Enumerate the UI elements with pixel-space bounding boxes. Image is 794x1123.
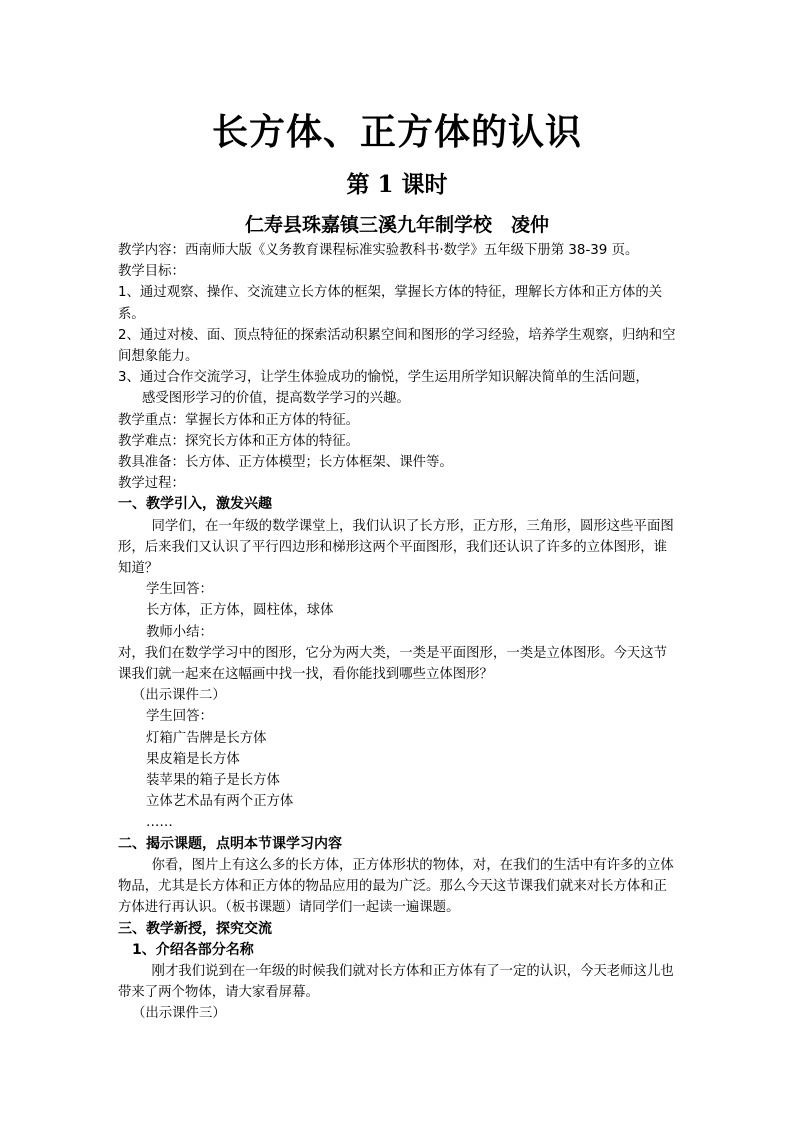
student-answer-label: 学生回答： bbox=[146, 582, 213, 598]
answer-item: 立体艺术品有两个正方体 bbox=[146, 794, 294, 810]
objectives-heading: 教学目标： bbox=[118, 264, 185, 280]
student-answer-label-2: 学生回答： bbox=[146, 709, 213, 725]
subsection-heading-1: 1、介绍各部分名称 bbox=[132, 941, 254, 958]
student-answer: 长方体，正方体，圆柱体，球体 bbox=[146, 603, 334, 619]
section-heading-2: 二、揭示课题，点明本节课学习内容 bbox=[118, 835, 342, 852]
paragraph-topic: 你看，图片上有这么多的长方体，正方体形状的物体，对，在我们的生活中有许多的立体物品，尤其是长方体和正方体的物品应用的最为广泛。那么今天这节课我们就来对长方体和正方体进行再认识。（板书课题）请同学们一起读一遍课题。 bbox=[118, 857, 674, 916]
objective-3: 3、通过合作交流学习，让学生体验成功的愉悦，学生运用所学知识解决简单的生活问题， bbox=[118, 370, 649, 386]
section-heading-1: 一、教学引入，激发兴趣 bbox=[118, 496, 272, 513]
difficulty: 教学难点：探究长方体和正方体的特征。 bbox=[118, 433, 360, 449]
section-heading-3: 三、教学新授，探究交流 bbox=[118, 920, 272, 937]
teacher-summary-label: 教师小结： bbox=[146, 624, 213, 640]
courseware-3: （出示课件三） bbox=[132, 1006, 226, 1022]
teaching-content: 教学内容：西南师大版《义务教育课程标准实验教科书·数学》五年级下册第 38-39 页。 bbox=[118, 243, 639, 258]
document-body bbox=[118, 240, 678, 1025]
answer-item: 果皮箱是长方体 bbox=[146, 751, 240, 767]
paragraph-intro: 同学们，在一年级的数学课堂上，我们认识了长方形，正方形，三角形，圆形这些平面图形，后来我们又认识了平行四边形和梯形这两个平面图形，我们还认识了许多的立体图形，谁知道？ bbox=[118, 518, 674, 577]
paragraph-parts: 刚才我们说到在一年级的时候我们就对长方体和正方体有了一定的认识，今天老师这儿也带来了两个物体，请大家看屏幕。 bbox=[118, 963, 674, 1001]
answer-item: 装苹果的箱子是长方体 bbox=[146, 773, 280, 789]
objective-3-cont: 感受图形学习的价值，提高数学学习的兴趣。 bbox=[142, 391, 410, 407]
lesson-subtitle: 第 1 课时 bbox=[346, 171, 448, 198]
key-point: 教学重点：掌握长方体和正方体的特征。 bbox=[118, 412, 360, 428]
ellipsis: …… bbox=[146, 815, 173, 831]
process-heading: 教学过程： bbox=[118, 476, 185, 492]
author-line: 仁寿县珠嘉镇三溪九年制学校 凌仲 bbox=[244, 214, 549, 236]
objective-1: 1、通过观察、操作、交流建立长方体的框架，掌握长方体的特征，理解长方体和正方体的关系。 bbox=[118, 285, 663, 322]
objective-2: 2、通过对棱、面、顶点特征的探索活动积累空间和图形的学习经验，培养学生观察，归纳和空间想象能力。 bbox=[118, 327, 676, 365]
answer-item: 灯箱广告牌是长方体 bbox=[146, 730, 267, 746]
materials: 教具准备：长方体、正方体模型；长方体框架、课件等。 bbox=[118, 455, 453, 471]
teacher-summary: 对，我们在数学学习中的图形，它分为两大类，一类是平面图形，一类是立体图形。今天这节课我们就一起来在这幅画中找一找，看你能找到哪些立体图形？ bbox=[118, 645, 668, 683]
page-title: 长方体、正方体的认识 bbox=[211, 111, 582, 153]
courseware-2: （出示课件二） bbox=[132, 688, 226, 704]
